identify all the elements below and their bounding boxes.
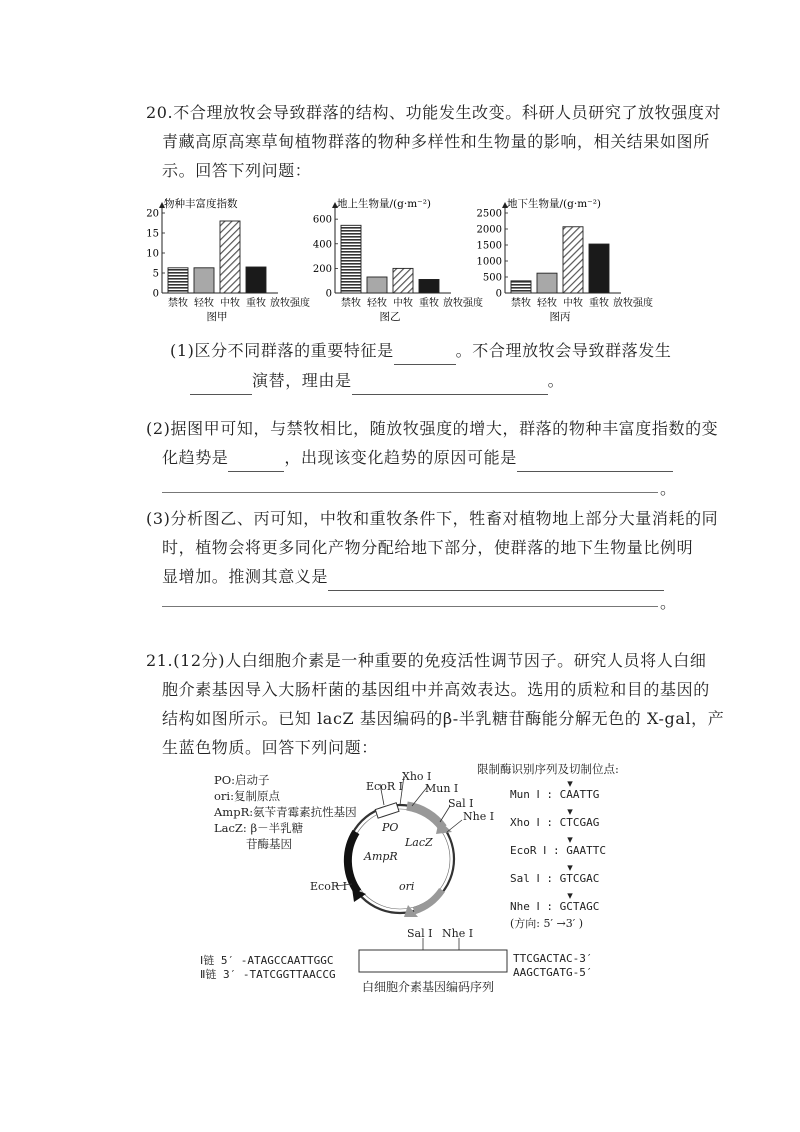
label-xho: Xho Ⅰ bbox=[402, 770, 432, 783]
y-tick-label: 15 bbox=[146, 228, 159, 240]
gene-coding-box bbox=[359, 950, 507, 972]
x-axis-label: 放牧强度 bbox=[613, 298, 653, 309]
y-tick-label: 5 bbox=[152, 268, 159, 280]
chart-yi bbox=[313, 197, 483, 323]
enzyme-direction: (方向: 5′ →3′ ) bbox=[510, 917, 583, 930]
amp-segment bbox=[348, 832, 358, 892]
y-tick-label: 0 bbox=[325, 288, 332, 300]
q21-line1: 21.(12分)人白细胞介素是一种重要的免疫活性调节因子。研究人员将人白细 bbox=[146, 651, 707, 670]
q21-line3: 结构如图所示。已知 lacZ 基因编码的β-半乳糖苷酶能分解无色的 X-gal，产 bbox=[162, 709, 725, 728]
x-tick-label: 中牧 bbox=[563, 298, 583, 309]
label-ori: ori bbox=[399, 880, 415, 893]
q20-p2-answer-line[interactable] bbox=[162, 492, 658, 493]
enzyme-arrow-1: ▾ bbox=[567, 777, 573, 790]
x-axis-label: 放牧强度 bbox=[443, 298, 483, 309]
bar-1 bbox=[168, 268, 188, 293]
y-axis-label: 地下生物量/(g·m⁻²) bbox=[507, 198, 601, 210]
label-ecor-bottom: EcoR Ⅰ bbox=[310, 880, 347, 893]
gene-box-figure bbox=[355, 938, 515, 978]
x-tick-label: 轻牧 bbox=[367, 298, 387, 309]
q20-p2-blank2[interactable] bbox=[517, 451, 673, 472]
x-axis-label: 放牧强度 bbox=[270, 298, 310, 309]
enzyme-nhe: Nhe Ⅰ : GCTAGC bbox=[510, 900, 600, 913]
label-mun: Mun Ⅰ bbox=[425, 782, 459, 795]
enzyme-sal: Sal Ⅰ : GTCGAC bbox=[510, 872, 600, 885]
bar-1 bbox=[511, 281, 531, 293]
gene-site-nhe: Nhe Ⅰ bbox=[442, 927, 474, 940]
q20-p2-blank1[interactable] bbox=[228, 451, 284, 472]
bar-2 bbox=[367, 277, 387, 293]
bar-3 bbox=[393, 268, 413, 293]
y-tick-label: 0 bbox=[495, 288, 502, 300]
q20-p1-blank2[interactable] bbox=[190, 374, 252, 395]
q20-part3-line3 bbox=[162, 562, 664, 591]
q20-part2-line2 bbox=[162, 443, 673, 472]
y-tick-label: 1500 bbox=[476, 240, 502, 252]
x-tick-label: 轻牧 bbox=[194, 298, 214, 309]
gene-chain1-right: TTCGACTAC-3′ bbox=[513, 952, 593, 965]
q20-part1-line2 bbox=[190, 366, 564, 395]
chart-title: 图丙 bbox=[549, 311, 571, 323]
q20-p3-end: 。 bbox=[660, 593, 677, 612]
label-ecor-top: EcoR Ⅰ bbox=[366, 780, 403, 793]
q20-p1-text-a: (1)区分不同群落的重要特征是 bbox=[170, 341, 394, 360]
q20-line3: 示。回答下列问题： bbox=[162, 161, 312, 180]
y-tick-label: 10 bbox=[146, 248, 159, 260]
gene-caption: 白细胞介素基因编码序列 bbox=[362, 980, 495, 994]
chart-jia bbox=[146, 197, 310, 323]
y-axis-label: 地上生物量/(g·m⁻²) bbox=[337, 198, 431, 210]
nhe-tick bbox=[447, 820, 462, 832]
y-axis-label: 物种丰富度指数 bbox=[164, 198, 238, 210]
q20-p3-answer-line[interactable] bbox=[162, 606, 658, 607]
y-tick-label: 500 bbox=[482, 272, 502, 284]
q20-p1-blank1[interactable] bbox=[394, 344, 456, 365]
bar-4 bbox=[589, 244, 609, 293]
lacz-segment bbox=[407, 806, 443, 828]
q20-line2: 青藏高原高寒草甸植物群落的物种多样性和生物量的影响，相关结果如图所 bbox=[162, 132, 710, 151]
bar-4 bbox=[419, 279, 439, 293]
enzyme-title: 限制酶识别序列及切制位点: bbox=[477, 762, 619, 776]
enzyme-mun: Mun Ⅰ : CAATTG bbox=[510, 788, 600, 801]
po-box bbox=[375, 803, 399, 818]
gene-chain2-right: AAGCTGATG-5′ bbox=[513, 966, 593, 979]
legend-ori: ori:复制原点 bbox=[214, 789, 280, 803]
gene-chain2-left: Ⅱ链 3′ -TATCGGTTAACCG bbox=[200, 968, 336, 981]
q20-part2-line1: (2)据图甲可知，与禁牧相比，随放牧强度的增大，群落的物种丰富度指数的变 bbox=[146, 419, 719, 438]
chart-title: 图甲 bbox=[206, 311, 228, 323]
q20-p2-text-c: ，出现该变化趋势的原因可能是 bbox=[284, 448, 517, 467]
bar-3 bbox=[563, 227, 583, 293]
q21-line2: 胞介素基因导入大肠杆菌的基因组中并高效表达。选用的质粒和目的基因的 bbox=[162, 680, 710, 699]
y-tick-label: 200 bbox=[312, 263, 332, 275]
q20-p2-end: 。 bbox=[660, 479, 677, 498]
label-po: PO bbox=[382, 821, 399, 834]
x-tick-label: 禁牧 bbox=[341, 298, 361, 309]
enzyme-arrow-5: ▾ bbox=[567, 889, 573, 902]
legend-lacz: LacZ: β－半乳糖 bbox=[214, 821, 304, 835]
x-tick-label: 重牧 bbox=[419, 298, 439, 309]
bar-2 bbox=[537, 273, 557, 293]
y-tick-label: 2500 bbox=[476, 208, 502, 220]
label-sal: Sal Ⅰ bbox=[448, 797, 474, 810]
y-tick-label: 400 bbox=[312, 239, 332, 251]
label-lacz: LacZ bbox=[405, 836, 433, 849]
ori-segment bbox=[414, 890, 442, 911]
bar-1 bbox=[341, 225, 361, 293]
enzyme-arrow-4: ▾ bbox=[567, 861, 573, 874]
q20-line1: 20.不合理放牧会导致群落的结构、功能发生改变。科研人员研究了放牧强度对 bbox=[146, 103, 722, 122]
y-tick-label: 1000 bbox=[476, 256, 502, 268]
bar-4 bbox=[246, 267, 266, 293]
charts-figure bbox=[140, 185, 670, 330]
x-tick-label: 禁牧 bbox=[168, 298, 188, 309]
x-tick-label: 中牧 bbox=[220, 298, 240, 309]
y-tick-label: 20 bbox=[146, 208, 159, 220]
q20-p1-text-c: 演替，理由是 bbox=[252, 371, 352, 390]
q20-p2-text-b: 化趋势是 bbox=[162, 448, 229, 467]
enzyme-ecor: EcoR Ⅰ : GAATTC bbox=[510, 844, 606, 857]
x-tick-label: 重牧 bbox=[589, 298, 609, 309]
legend-po: PO:启动子 bbox=[214, 773, 270, 787]
legend-lacz-cont: 苷酶基因 bbox=[246, 837, 292, 851]
gene-chain1-left: Ⅰ链 5′ -ATAGCCAATTGGC bbox=[200, 954, 334, 967]
q20-p1-text-b: 。不合理放牧会导致群落发生 bbox=[455, 341, 672, 360]
x-tick-label: 禁牧 bbox=[511, 298, 531, 309]
enzyme-arrow-2: ▾ bbox=[567, 805, 573, 818]
q20-part3-line1: (3)分析图乙、丙可知，中牧和重牧条件下，牲畜对植物地上部分大量消耗的同 bbox=[146, 509, 719, 528]
y-tick-label: 0 bbox=[152, 288, 159, 300]
bar-2 bbox=[194, 268, 214, 293]
q20-part3-line2: 时，植物会将更多同化产物分配给地下部分，使群落的地下生物量比例明 bbox=[162, 538, 694, 557]
y-tick-label: 600 bbox=[312, 214, 332, 226]
q20-p3-text-c: 显增加。推测其意义是 bbox=[162, 567, 329, 586]
q20-p3-blank1[interactable] bbox=[328, 570, 664, 591]
q21-line4: 生蓝色物质。回答下列问题： bbox=[162, 738, 378, 757]
bar-3 bbox=[220, 221, 240, 293]
enzyme-xho: Xho Ⅰ : CTCGAG bbox=[510, 816, 600, 829]
enzyme-arrow-3: ▾ bbox=[567, 833, 573, 846]
q20-p1-blank3[interactable] bbox=[352, 374, 548, 395]
chart-title: 图乙 bbox=[379, 311, 401, 323]
legend-amp: AmpR:氨苄青霉素抗性基因 bbox=[214, 805, 357, 819]
chart-bing bbox=[477, 197, 653, 323]
x-tick-label: 中牧 bbox=[393, 298, 413, 309]
enzyme-list bbox=[510, 778, 630, 929]
q20-p1-end: 。 bbox=[547, 371, 565, 390]
label-amp: AmpR bbox=[364, 850, 398, 863]
x-tick-label: 轻牧 bbox=[537, 298, 557, 309]
q20-part1-line1 bbox=[170, 336, 671, 365]
x-tick-label: 重牧 bbox=[246, 298, 266, 309]
y-tick-label: 2000 bbox=[476, 224, 502, 236]
label-nhe: Nhe Ⅰ bbox=[463, 810, 495, 823]
gene-site-sal: Sal Ⅰ bbox=[407, 927, 433, 940]
